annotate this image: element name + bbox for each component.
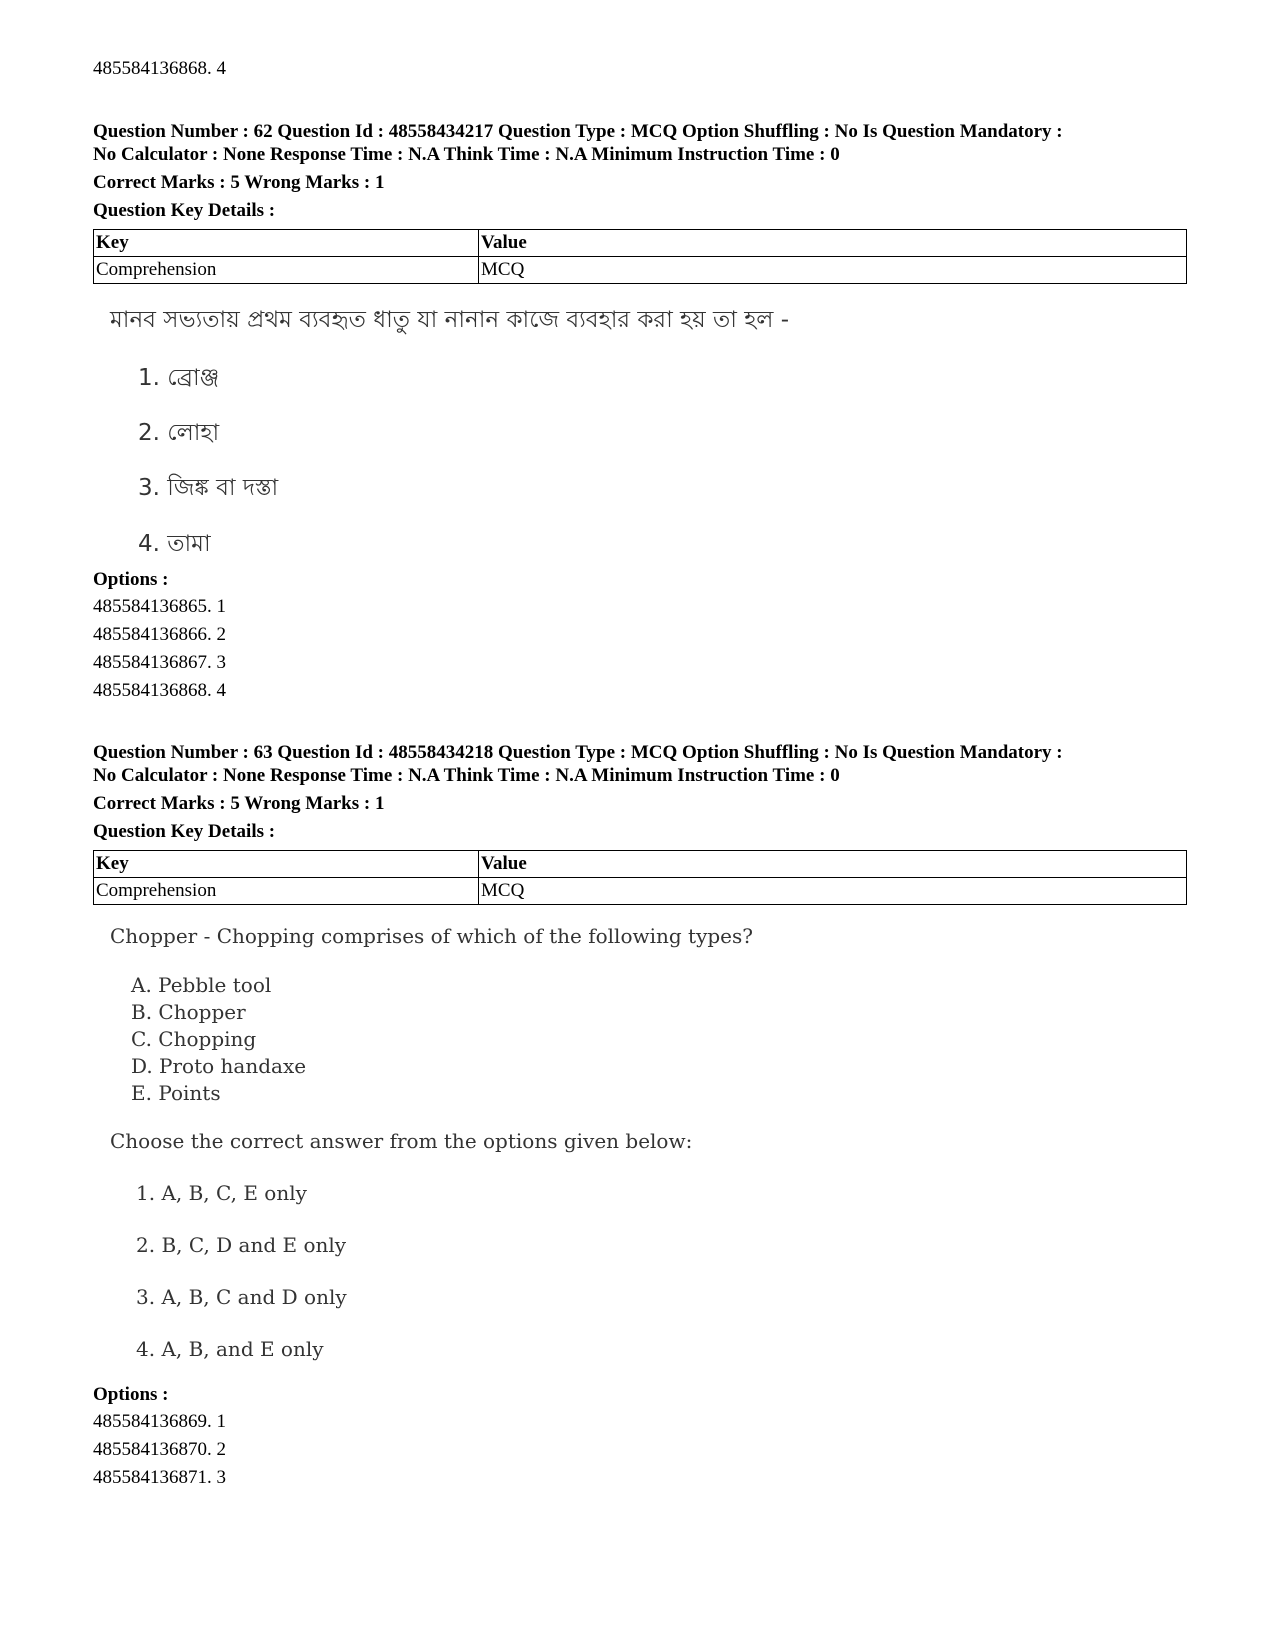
question-63-options-label: Options : [93,1384,169,1405]
value-header: Value [479,851,1187,878]
question-62-marks: Correct Marks : 5 Wrong Marks : 1 [93,172,385,193]
value-cell: MCQ [479,257,1187,284]
question-63-stem: Chopper - Chopping comprises of which of the following types? [110,924,753,948]
value-cell: MCQ [479,878,1187,905]
question-63-key-details-label: Question Key Details : [93,821,276,842]
question-63-statement-a: A. Pebble tool [131,973,272,997]
question-62-key-details-label: Question Key Details : [93,200,276,221]
question-63-header-line1: Question Number : 63 Question Id : 48558434218 Question Type : MCQ Option Shuffling : No Is Question Mandatory : [93,742,1063,763]
question-63-header-line2: No Calculator : None Response Time : N.A Think Time : N.A Minimum Instruction Time : 0 [93,765,840,786]
key-cell: Comprehension [94,878,479,905]
question-62-choice-2: 2. লোহা [138,420,220,446]
question-62-option-2: 485584136866. 2 [93,624,226,645]
question-62-choice-4: 4. তামা [138,531,211,557]
question-63-marks: Correct Marks : 5 Wrong Marks : 1 [93,793,385,814]
question-62-stem: মানব সভ্যতায় প্রথম ব্যবহৃত ধাতু যা নানান কাজে ব্যবহার করা হয় তা হল - [110,307,790,333]
option-line-previous: 485584136868. 4 [93,58,226,79]
question-62-options-label: Options : [93,569,169,590]
value-header: Value [479,230,1187,257]
question-62-option-4: 485584136868. 4 [93,680,226,701]
question-62-key-table [93,229,1187,284]
question-63-instruction: Choose the correct answer from the options given below: [110,1129,693,1153]
question-62-option-3: 485584136867. 3 [93,652,226,673]
question-63-statement-d: D. Proto handaxe [131,1054,307,1078]
table-header-row [94,851,1187,878]
question-63-choice-1: 1. A, B, C, E only [136,1181,307,1205]
question-62-choice-1: 1. ব্রোঞ্জ [138,365,220,391]
key-cell: Comprehension [94,257,479,284]
question-62-choice-3: 3. জিঙ্ক বা দস্তা [138,475,279,501]
question-63-key-table [93,850,1187,905]
question-63-option-2: 485584136870. 2 [93,1439,226,1460]
table-header-row [94,230,1187,257]
question-63-choice-3: 3. A, B, C and D only [136,1285,347,1309]
question-62-header-line2: No Calculator : None Response Time : N.A Think Time : N.A Minimum Instruction Time : 0 [93,144,840,165]
question-63-statement-b: B. Chopper [131,1000,246,1024]
question-63-choice-2: 2. B, C, D and E only [136,1233,347,1257]
question-62-option-1: 485584136865. 1 [93,596,226,617]
question-63-option-3: 485584136871. 3 [93,1467,226,1488]
table-row [94,257,1187,284]
key-header: Key [94,230,479,257]
question-62-header-line1: Question Number : 62 Question Id : 48558434217 Question Type : MCQ Option Shuffling : No Is Question Mandatory : [93,121,1063,142]
key-header: Key [94,851,479,878]
question-63-statement-e: E. Points [131,1081,221,1105]
question-63-statement-c: C. Chopping [131,1027,257,1051]
table-row [94,878,1187,905]
question-63-option-1: 485584136869. 1 [93,1411,226,1432]
question-63-choice-4: 4. A, B, and E only [136,1337,324,1361]
